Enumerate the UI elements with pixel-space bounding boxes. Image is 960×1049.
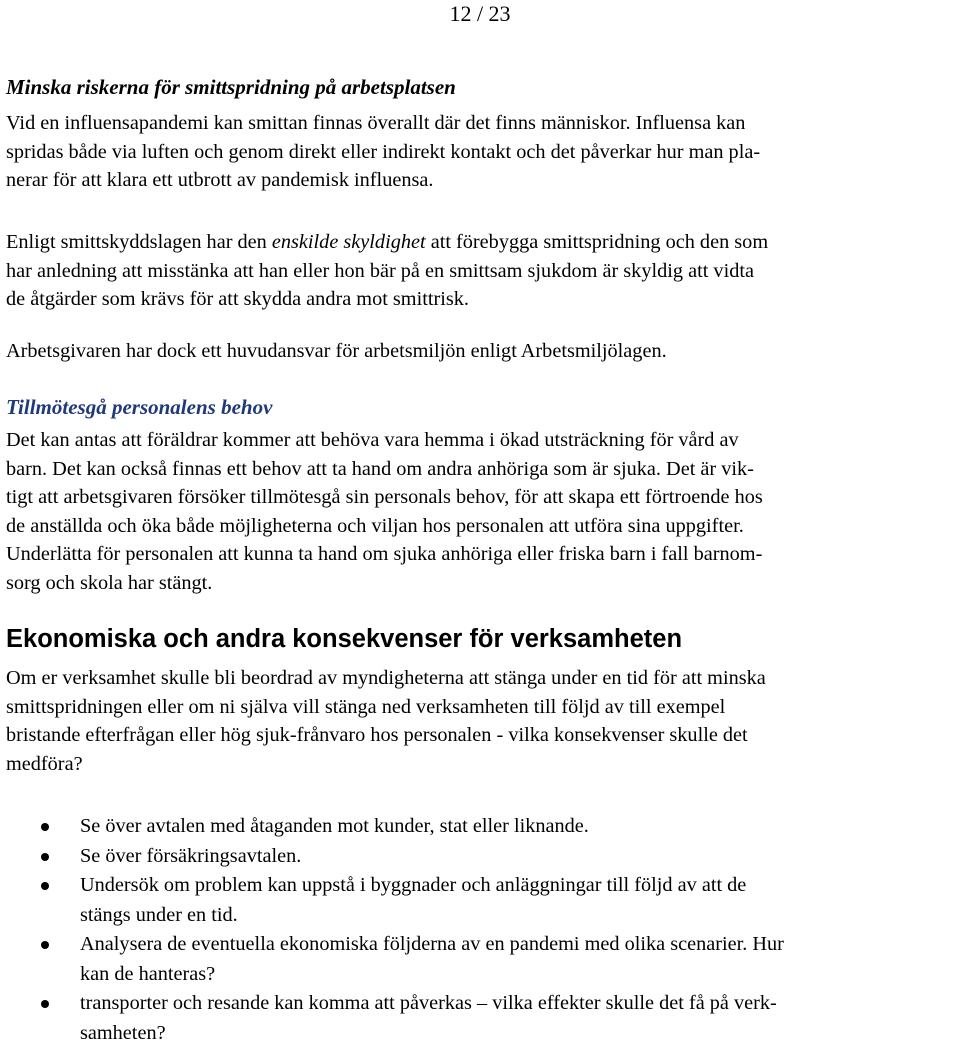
section-heading-staff-needs: Tillmötesgå personalens behov — [6, 395, 273, 419]
bullet-icon — [41, 882, 49, 890]
bullet-icon — [41, 853, 49, 861]
list-item: Se över avtalen med åtaganden mot kunder, stat eller liknande. — [0, 812, 960, 842]
paragraph-smittskyddslagen: Enligt smittskyddslagen har den enskilde skyldighet att förebygga smittspridning och den som har anledning att misstänka att han eller hon bär på en smittsam sjukdom är skyldig att vidta de åtgärder som krävs för att skydda andra mot smittrisk. — [6, 231, 769, 310]
list-item: Analysera de eventuella ekonomiska följderna av en pandemi med olika scenarier. Hur kan de hanteras? — [0, 930, 960, 989]
paragraph-influenza: Vid en influensapandemi kan smittan finnas överallt där det finns människor. Influensa kan spridas både via luften och genom direkt eller indirekt kontakt och det påverkar hur man pla- nerar för att klara ett utbrott av pandemisk influensa. — [6, 112, 761, 191]
bullet-icon — [41, 823, 49, 831]
bullet-list — [0, 812, 960, 1048]
list-item: transporter och resande kan komma att påverkas – vilka effekter skulle det få på verk- samheten? — [0, 989, 960, 1048]
section-heading-consequences: Ekonomiska och andra konsekvenser för verksamheten — [6, 625, 683, 653]
paragraph-staff-needs: Det kan antas att föräldrar kommer att behöva vara hemma i ökad utsträckning för vård av barn. Det kan också finnas ett behov att ta hand om andra anhöriga som är sjuka. Det är vik- tigt att arbetsgivaren försöker tillmötesgå sin personals behov, för att skapa ett förtroende hos de anställda och öka både möjligheterna och viljan hos personalen att utföra sina uppgifter. Underlätta för personalen att kunna ta hand om sjuka anhöriga eller friska barn i fall barnom- sorg och skola har stängt. — [6, 429, 763, 594]
list-item: Se över försäkringsavtalen. — [0, 842, 960, 872]
page-number: 12 / 23 — [449, 1, 511, 26]
paragraph-arbetsgivaren: Arbetsgivaren har dock ett huvudansvar för arbetsmiljön enligt Arbetsmiljölagen. — [6, 340, 667, 362]
list-item: Undersök om problem kan uppstå i byggnader och anläggningar till följd av att de stängs under en tid. — [0, 871, 960, 930]
emphasis-enskilde-skyldighet: enskilde skyldighet — [271, 231, 426, 253]
bullet-icon — [41, 1000, 49, 1008]
paragraph-consequences: Om er verksamhet skulle bli beordrad av myndigheterna att stänga under en tid för att minska smittspridningen eller om ni själva vill stänga ned verksamheten till följd av till exempel bristande efterfrågan eller hög sjuk-frånvaro hos personalen - vilka konsekvenser skulle det medföra? — [6, 667, 766, 775]
bullet-icon — [41, 941, 49, 949]
section-heading-risks: Minska riskerna för smittspridning på arbetsplatsen — [6, 75, 456, 99]
